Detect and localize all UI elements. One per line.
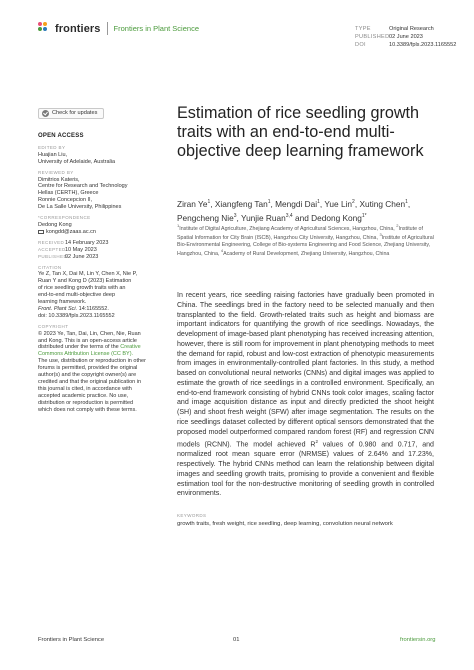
citation-doi[interactable]: doi: 10.3389/fpls.2023.1165552 <box>38 312 115 319</box>
header-divider <box>107 22 108 35</box>
correspondence-label: *CORRESPONDENCE <box>38 215 91 221</box>
footer-site-link[interactable]: frontiersin.org <box>400 637 436 643</box>
check-for-updates-button[interactable]: Check for updates <box>38 108 104 119</box>
open-access-label: OPEN ACCESS <box>38 133 84 139</box>
reviewed-by-label: REVIEWED BY <box>38 169 74 175</box>
journal-name[interactable]: Frontiers in Plant Science <box>113 24 199 33</box>
license-link[interactable]: Creative <box>120 344 141 351</box>
affiliation: $^1$Institute of Digital Agriculture, Zhejiang Academy of Agricultural Sciences, Hangzhou, China, <box>177 223 395 232</box>
affiliation: $^4$Academy of Rural Development, Zhejiang University, Hangzhou, China <box>220 248 390 258</box>
citation-label: CITATION <box>38 264 62 270</box>
affiliation: $^2$Institute of Spatial Information for City Brain (ISCB), Hangzhou City University, Hangzhou, China, <box>177 223 423 242</box>
copyright-label: COPYRIGHT <box>38 323 69 329</box>
meta-doi[interactable]: DOI 10.3389/fpls.2023.1165552 <box>355 42 457 49</box>
frontiers-logo[interactable] <box>38 22 199 35</box>
citation: Ye Z, Tan X, Dai M, Lin Y, Chen X, Nie P, Ruan Y and Kong D (2023) Estimation of rice seedling growth traits with an end-to-end multi-objective deep learning framework. Front. Plant Sci. 14:1165552. doi: 10.3389/fpls.2023.1165552 <box>38 271 150 319</box>
check-circle-icon <box>42 110 49 117</box>
page-header <box>0 0 474 48</box>
footer-journal[interactable]: Frontiers in Plant Science <box>38 637 105 643</box>
affiliation: $^3$Institute of Agricultural Bio-Environmental Engineering, College of Bio-systems Engineering and Food Science, Zhejiang University, Hangzhou, China, <box>177 232 434 258</box>
correspondence: Dedong Kong kongdd@zaas.ac.cn <box>38 222 150 236</box>
abstract: In recent years, rice seedling raising factories have gradually been promoted in China. The seedlings bred in the factory need to be selected manually and then transplanted to the field. Growth-related traits such as height and biomass are important indicators for quantifying the growth of rice seedlings. Nowadays, the development of image-based plant phenotyping has received increasing attention, however, there is still room for improvement in plant phenotyping methods to meet the demand for rapid, robust and low-cost extraction of phenotypic measurements from images in environmentally-controlled plant factories. In this study, a method based on convolutional neural networks (CNNs) and digital images was applied to estimate the growth of rice seedlings in a controlled environment. Specifically, an end-to-end framework consisting of hybrid CNNs took color images, scaling factor and image acquisition distance as input and directly predicted the shoot height (SH) and shoot fresh weight (SFW) after image segmentation. The results on the rice seedlings dataset collected by different optical sensors demonstrated that the proposed model outperformed compared random forest (RF) and regression CNN models (RCNN). The model achieved $R^2$ values of 0.980 and 0.717, and normalized root mean square error (NRMSE) values of 2.64% and 17.23%, respectively. The hybrid CNNs method can learn the relationship between digital images and seedling growth traits, promising to provide a convenient and flexible estimation tool for the non-destructive monitoring of seedling growth in controlled environments. <box>177 292 434 498</box>
edited-by-label: EDITED BY <box>38 144 66 150</box>
author-list: Ziran Ye$^1$, Xiangfeng Tan$^1$, Mengdi Dai$^1$, Yue Lin$^2$, Xuting Chen$^1$, Pengcheng Nie$^3$, Yunjie Ruan$^{3,4}$ and Dedong Kong$^{1*}$ <box>177 198 411 223</box>
affiliations <box>177 223 439 258</box>
keywords-label: KEYWORDS <box>177 513 207 518</box>
brand-name: frontiers <box>55 22 101 35</box>
copyright-notice: © 2023 Ye, Tan, Dai, Lin, Chen, Nie, Ruan and Kong. This is an open-access article distributed under the terms of the Creative Commons Attribution License (CC BY). The use, distribution or reproduction in other forums is permitted, provided the original author(s) and the copyright owner(s) are credited and that the original publication in this journal is cited, in accordance with accepted academic practice. No use, distribution or reproduction is permitted which does not comply with these terms. <box>38 331 150 414</box>
frontiers-logo-icon <box>38 22 51 35</box>
meta-published: PUBLISHED02 June 2023 <box>355 34 423 41</box>
keywords: growth traits, fresh weight, rice seedling, deep learning, convolution neural network <box>177 521 393 527</box>
page-number: 01 <box>233 637 240 643</box>
editor: Huajian Liu, University of Adelaide, Australia <box>38 151 116 165</box>
article-dates: RECEIVED 14 February 2023 ACCEPTED 10 May 2023 PUBLISHED 02 June 2023 <box>38 239 109 260</box>
mail-icon <box>38 230 44 234</box>
correspondence-email[interactable]: kongdd@zaas.ac.cn <box>38 229 150 236</box>
article-sidebar <box>38 108 150 416</box>
article-title: Estimation of rice seedling growth traits with an end-to-end multi-objective deep learning framework <box>177 104 424 160</box>
meta-type: TYPE Original Research <box>355 26 434 32</box>
article-meta <box>355 25 456 50</box>
reviewers: Dimitrios Kateris, Centre for Research and Technology Hellas (CERTH), Greece Ronnie Concepcion II, De La Salle University, Philippines <box>38 176 128 211</box>
license-link-cont[interactable]: Commons Attribution License (CC BY). <box>38 351 134 358</box>
